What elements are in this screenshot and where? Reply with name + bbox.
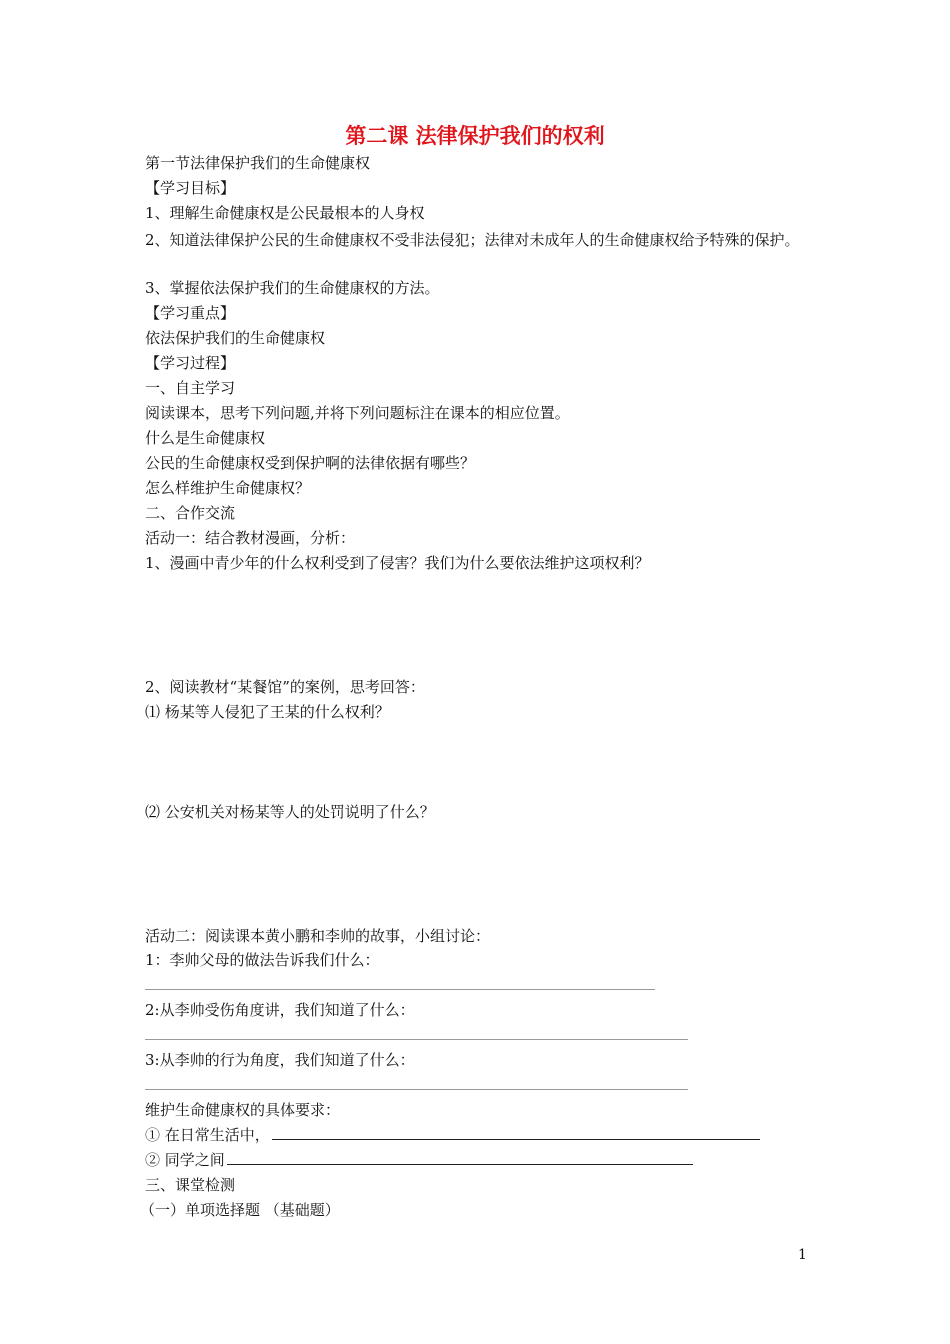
activity1-question-2b: ⑵ 公安机关对杨某等人的处罚说明了什么？ [145, 803, 435, 821]
requirement-item-1 [145, 1125, 760, 1145]
part1-question-3: 怎么样维护生命健康权？ [145, 479, 311, 497]
part3-heading: 三、课堂检测 [145, 1176, 236, 1194]
requirements-label: 维护生命健康权的具体要求： [145, 1101, 341, 1119]
answer-line-1 [145, 989, 655, 990]
activity1-question-1: 1、漫画中青少年的什么权利受到了侵害？我们为什么要依法维护这项权利？ [145, 554, 650, 572]
section-title: 第一节法律保护我们的生命健康权 [145, 154, 371, 172]
part2-heading: 二、合作交流 [145, 504, 236, 522]
requirement-item-1-text: ① 在日常生活中， [145, 1126, 270, 1144]
activity2-question-3: 3:从李帅的行为角度，我们知道了什么： [145, 1051, 415, 1069]
activity2-question-1: 1：李帅父母的做法告诉我们什么： [145, 951, 380, 969]
part1-question-1: 什么是生命健康权 [145, 429, 266, 447]
process-heading: 【学习过程】 [145, 354, 236, 372]
page-number: 1 [798, 1247, 807, 1263]
goal-item-3: 3、掌握依法保护我们的生命健康权的方法。 [145, 279, 440, 297]
part3-subheading: （一）单项选择题 （基础题） [140, 1201, 340, 1219]
activity1-question-2: 2、阅读教材“某餐馆”的案例，思考回答： [145, 678, 425, 696]
activity1-question-2a: ⑴ 杨某等人侵犯了王某的什么权利？ [145, 703, 390, 721]
part1-heading: 一、自主学习 [145, 379, 236, 397]
requirement-blank-1 [272, 1139, 760, 1140]
focus-heading: 【学习重点】 [145, 304, 236, 322]
activity1-label: 活动一：结合教材漫画，分析： [145, 529, 356, 547]
goals-heading: 【学习目标】 [145, 179, 236, 197]
goal-item-1: 1、理解生命健康权是公民最根本的人身权 [145, 204, 425, 222]
requirement-item-2 [145, 1150, 693, 1170]
answer-line-3 [145, 1089, 688, 1090]
focus-text: 依法保护我们的生命健康权 [145, 329, 326, 347]
part1-intro: 阅读课本，思考下列问题,并将下列问题标注在课本的相应位置。 [145, 404, 570, 422]
activity2-question-2: 2:从李帅受伤角度讲，我们知道了什么： [145, 1001, 415, 1019]
answer-line-2 [145, 1039, 688, 1040]
activity2-label: 活动二：阅读课本黄小鹏和李帅的故事，小组讨论： [145, 927, 491, 945]
lesson-title: 第二课 法律保护我们的权利 [345, 124, 605, 148]
requirement-blank-2 [227, 1164, 693, 1165]
part1-question-2: 公民的生命健康权受到保护啊的法律依据有哪些？ [145, 454, 476, 472]
goal-item-2: 2、知道法律保护公民的生命健康权不受非法侵犯；法律对未成年人的生命健康权给予特殊的保护。 [145, 231, 800, 249]
requirement-item-2-text: ② 同学之间 [145, 1151, 225, 1169]
